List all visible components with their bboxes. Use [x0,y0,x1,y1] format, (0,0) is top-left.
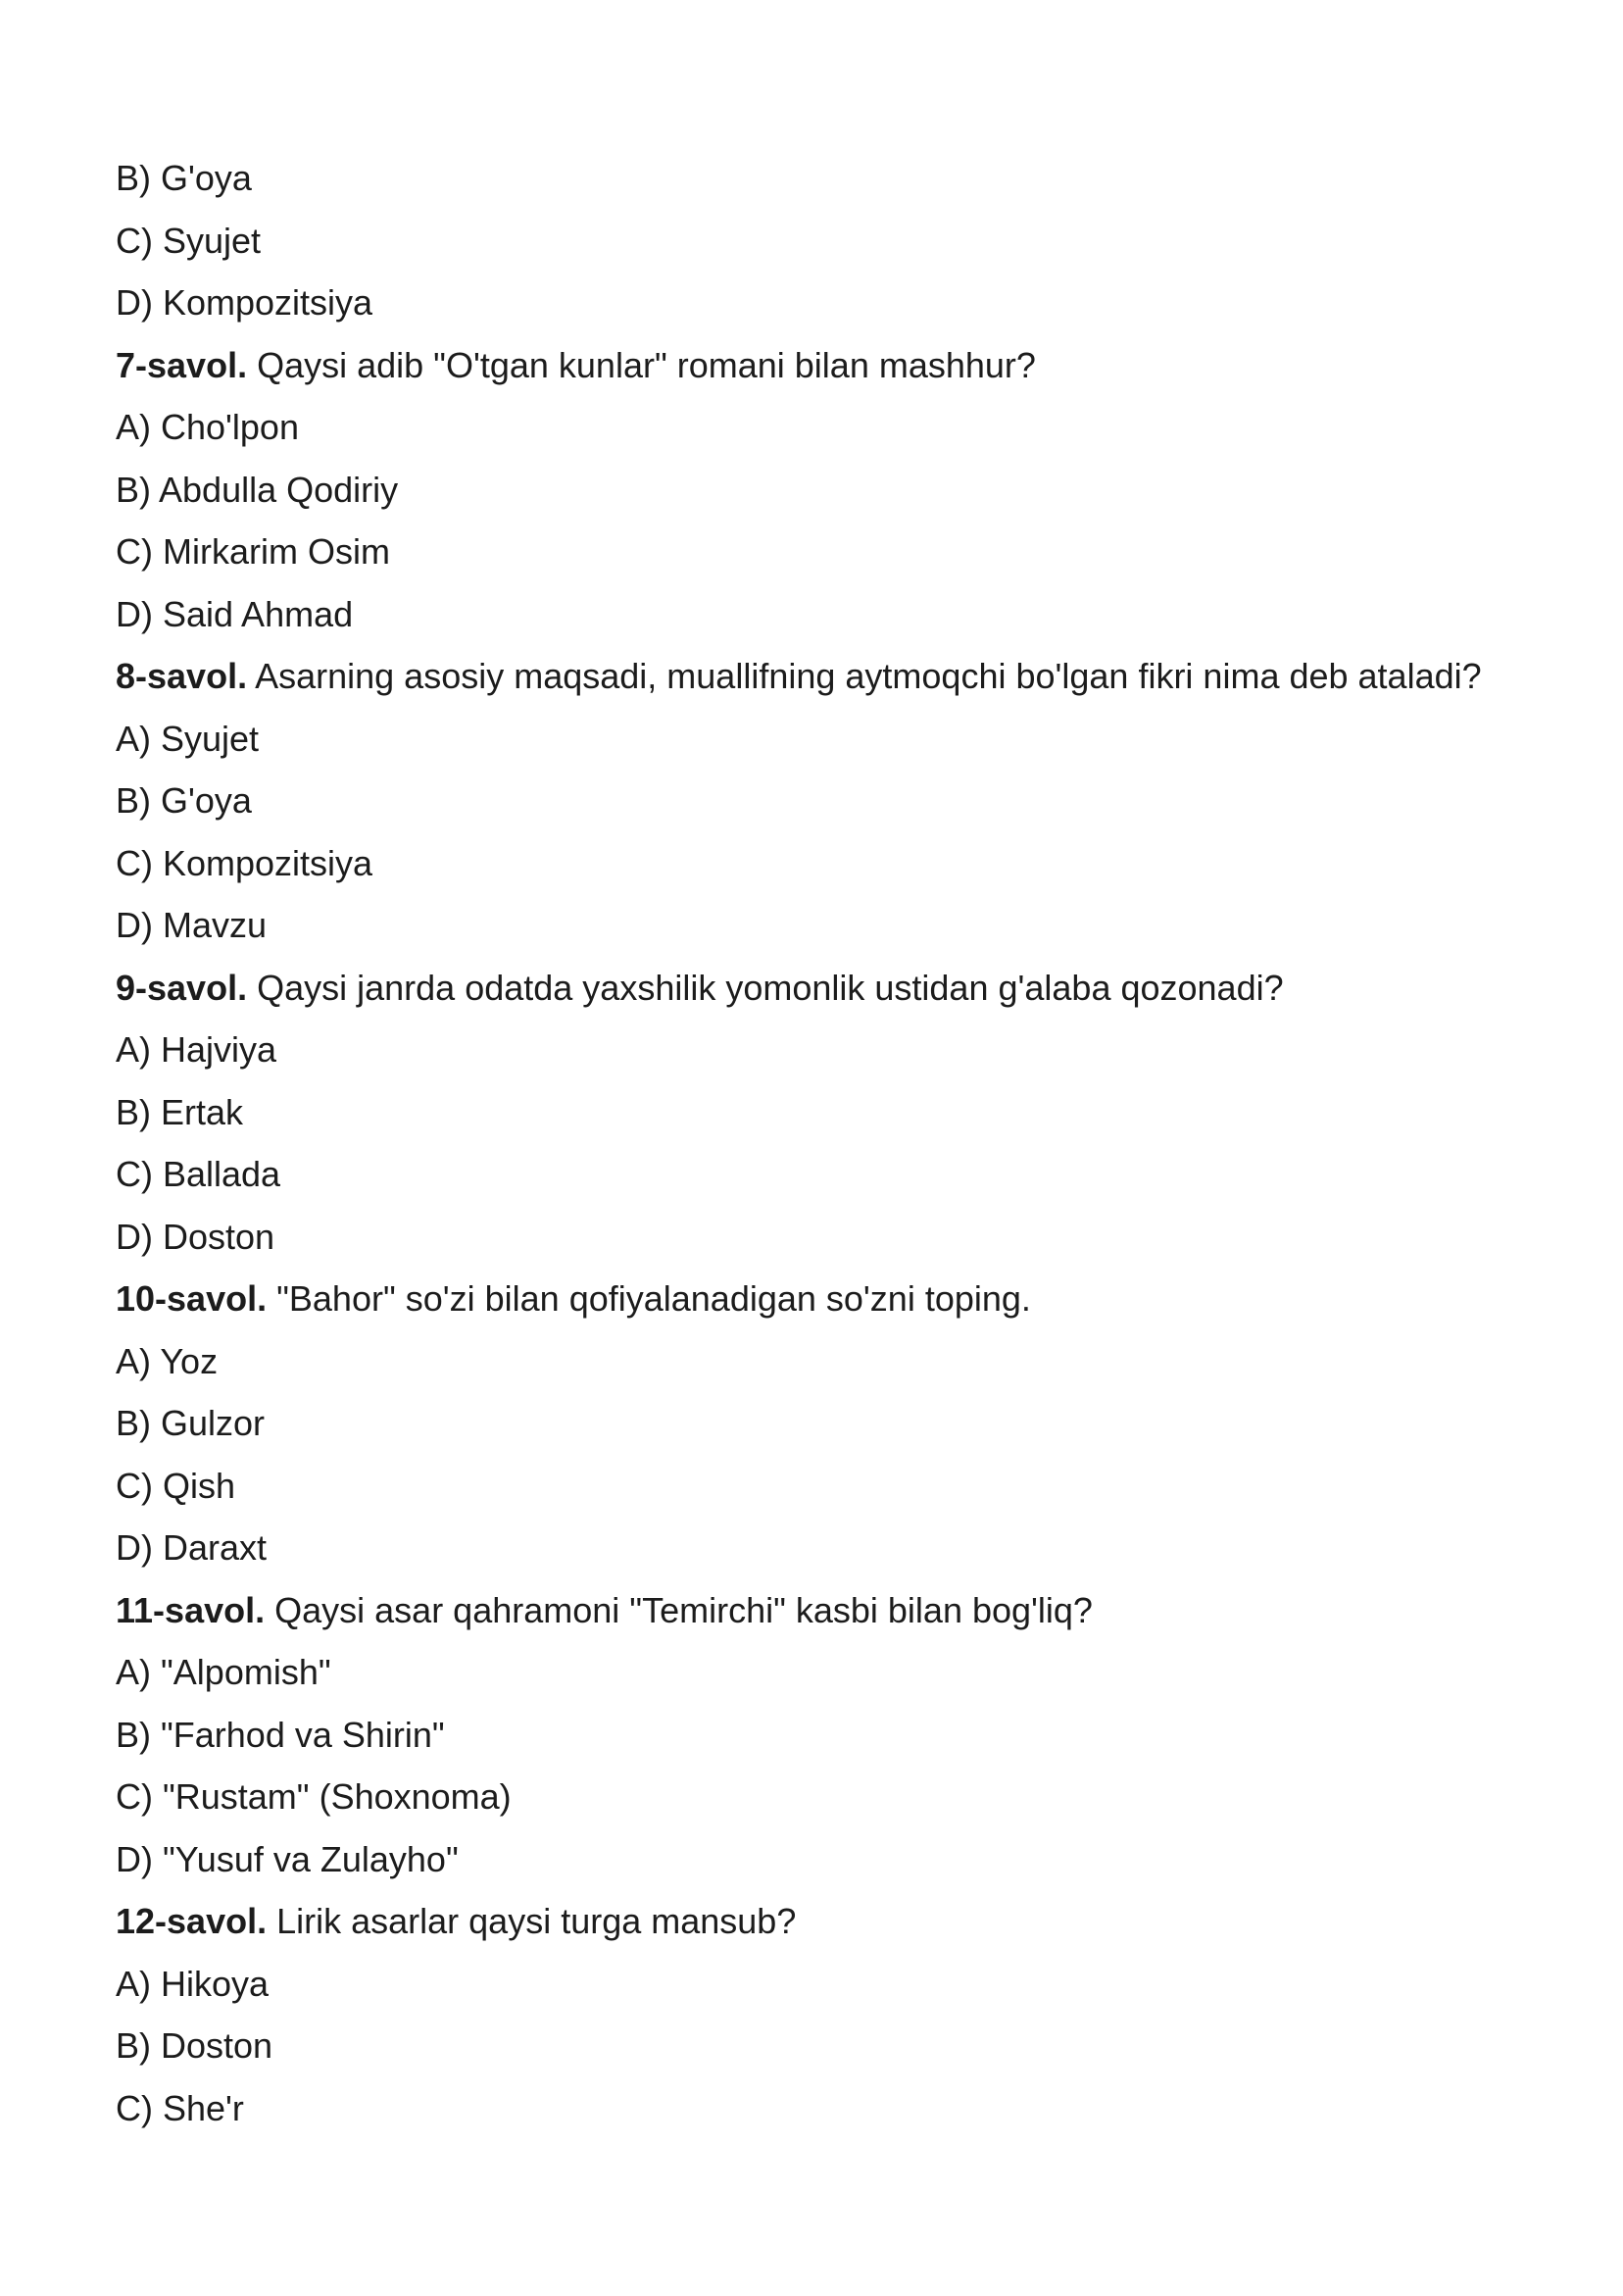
option: C) Mirkarim Osim [116,531,390,572]
question-number: 12-savol. [116,1901,268,1941]
question-line [116,645,1527,708]
option: A) Hikoya [116,1963,270,2004]
option: A) Yoz [116,1340,219,1381]
option: B) G'oya [116,158,252,198]
option: D) Mavzu [116,905,268,945]
question-text: Qaysi asar qahramoni "Temirchi" kasbi bilan bog'liq? [274,1589,1093,1630]
question-line [116,957,1527,1020]
option: D) "Yusuf va Zulayho" [116,1838,459,1879]
question-12 [116,1890,1527,2139]
option: A) Cho'lpon [116,407,299,447]
document-page [116,147,1527,2139]
option: B) Abdulla Qodiriy [116,469,399,510]
option: B) G'oya [116,780,252,821]
lead-options [116,147,1527,334]
option: D) Daraxt [116,1527,268,1568]
option: A) Syujet [116,718,260,759]
option: D) Said Ahmad [116,593,354,634]
question-text: Asarning asosiy maqsadi, muallifning aytmoqchi bo'lgan fikri nima deb ataladi? [255,656,1482,696]
question-text: Lirik asarlar qaysi turga mansub? [276,1901,797,1941]
option: B) "Farhod va Shirin" [116,1714,445,1755]
option: B) Gulzor [116,1403,266,1443]
question-line [116,1579,1527,1642]
question-line [116,334,1527,397]
question-number: 9-savol. [116,967,248,1008]
option: C) Syujet [116,220,262,261]
question-line [116,1268,1527,1330]
question-number: 8-savol. [116,656,248,696]
question-11 [116,1579,1527,1891]
question-text: Qaysi adib "O'tgan kunlar" romani bilan mashhur? [257,344,1036,385]
question-number: 11-savol. [116,1589,266,1630]
option: B) Doston [116,2025,273,2066]
option: C) Ballada [116,1154,281,1194]
question-9 [116,957,1527,1269]
option: C) She'r [116,2087,244,2128]
option: B) Ertak [116,1091,244,1132]
question-10 [116,1268,1527,1579]
option: C) Qish [116,1465,236,1506]
question-line [116,1890,1527,1953]
option: A) Hajviya [116,1029,277,1070]
option: D) Kompozitsiya [116,282,373,323]
question-number: 10-savol. [116,1278,268,1319]
option: D) Doston [116,1216,275,1257]
question-8 [116,645,1527,957]
option: A) "Alpomish" [116,1652,331,1692]
question-text: Qaysi janrda odatda yaxshilik yomonlik ustidan g'alaba qozonadi? [257,967,1284,1008]
question-7 [116,334,1527,646]
question-number: 7-savol. [116,344,248,385]
option: C) "Rustam" (Shoxnoma) [116,1776,512,1817]
option: C) Kompozitsiya [116,842,373,883]
question-text: "Bahor" so'zi bilan qofiyalanadigan so'zni toping. [276,1278,1031,1319]
